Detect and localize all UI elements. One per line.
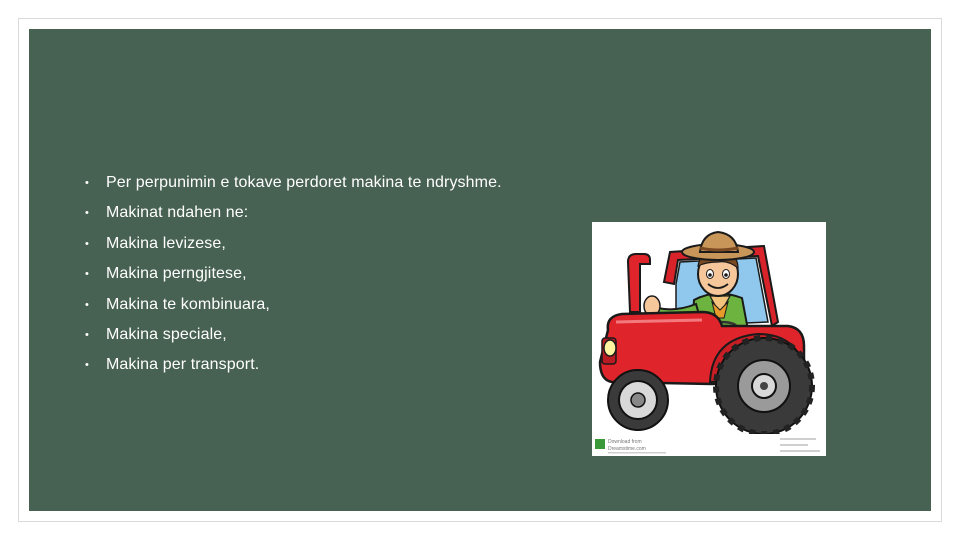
tractor-image [592, 222, 826, 456]
bullet-list [85, 168, 502, 381]
bullet-text: Per perpunimin e tokave perdoret makina te ndryshme. [106, 174, 502, 191]
bullet-item [85, 350, 502, 380]
bullet-item [85, 198, 502, 228]
bullet-text: Makina te kombinuara, [106, 295, 270, 313]
bullet-icon: • [85, 177, 89, 189]
bullet-icon: • [85, 298, 89, 311]
bullet-icon: • [85, 268, 89, 281]
bullet-item [85, 229, 502, 259]
watermark-line2: Dreamstime.com [608, 446, 646, 452]
tractor-illustration-icon [592, 222, 826, 456]
bullet-text: Makina levizese, [106, 234, 226, 252]
bullet-icon: • [85, 359, 89, 372]
bullet-item [85, 259, 502, 289]
bullet-icon: • [85, 207, 89, 220]
bullet-text: Makina per transport. [106, 356, 260, 374]
dreamstime-logo-icon [595, 439, 605, 449]
bullet-item [85, 290, 502, 320]
bullet-icon: • [85, 328, 89, 341]
bullet-icon: • [85, 237, 89, 250]
bullet-text: Makina speciale, [106, 325, 227, 343]
bullet-item [85, 320, 502, 350]
bullet-text: Makinat ndahen ne: [106, 204, 249, 222]
watermark-line1: Download from [608, 439, 642, 445]
bullet-text: Makina perngjitese, [106, 265, 247, 283]
bullet-item [85, 168, 502, 198]
